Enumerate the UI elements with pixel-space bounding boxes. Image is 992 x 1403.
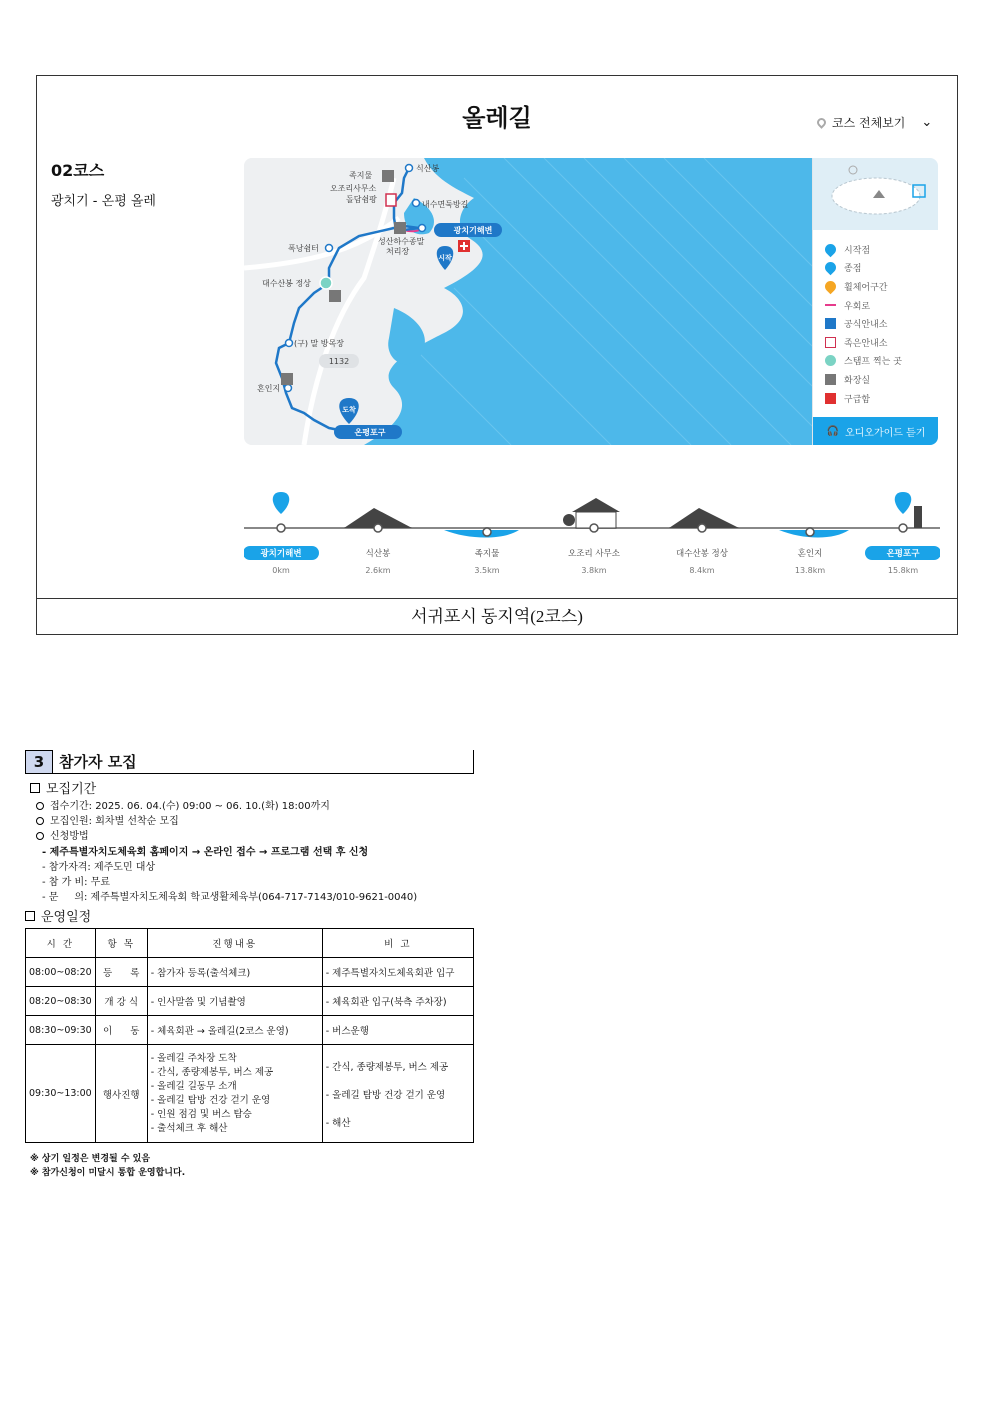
content-line: - 출석체크 후 해산 bbox=[150, 1122, 228, 1134]
profile-point-name: 대수산봉 정상 bbox=[676, 549, 728, 559]
detail-line: - 문 의: 제주특별자치도체육회 학교생활체육부(064-717-7143/010-9621-0040) bbox=[42, 892, 418, 903]
legend-label: 구급함 bbox=[844, 394, 871, 405]
view-all-label: 코스 전체보기 bbox=[832, 116, 906, 130]
legend-item bbox=[825, 277, 902, 296]
cell-time: 08:30~09:30 bbox=[26, 1016, 96, 1045]
map-label-onpyeong: 온평포구 bbox=[354, 428, 386, 437]
profile-point-marker bbox=[806, 528, 814, 536]
legend-item bbox=[825, 314, 902, 333]
bypass-line-icon bbox=[825, 304, 836, 306]
profile-point-km: 3.5km bbox=[474, 566, 500, 575]
content-line: - 인사말씀 및 기념촬영 bbox=[150, 997, 246, 1008]
cell-content bbox=[147, 1045, 322, 1143]
recruit-item: 모집인원: 회차별 선착순 모집 bbox=[36, 812, 179, 827]
recruit-item: 신청방법 bbox=[36, 827, 89, 842]
legend-label: 휠체어구간 bbox=[844, 282, 888, 293]
detour-pin-icon bbox=[823, 279, 839, 295]
map-label-old-ranch: (구) 말 방목장 bbox=[294, 339, 344, 348]
map-label-seongsan-2: 처리장 bbox=[386, 247, 410, 256]
start-tag: 시작 bbox=[438, 254, 452, 262]
profile-point-name: 식산봉 bbox=[365, 549, 391, 559]
content-line: - 올레길 탐방 건강 걷기 운영 bbox=[150, 1094, 271, 1106]
cell-item: 개 강 식 bbox=[95, 987, 147, 1016]
profile-point-km: 13.8km bbox=[794, 566, 826, 575]
end-pin-icon bbox=[823, 260, 839, 276]
view-all-course-dropdown[interactable] bbox=[817, 114, 932, 131]
map-label-daesusan: 대수산봉 정상 bbox=[262, 279, 311, 288]
profile-point-name: 혼인지 bbox=[797, 549, 823, 559]
cell-note bbox=[322, 987, 473, 1016]
col-content: 진행내용 bbox=[147, 929, 322, 958]
profile-point-km: 3.8km bbox=[581, 566, 607, 575]
headphones-icon: 🎧 bbox=[826, 425, 839, 437]
profile-point-name: 족지물 bbox=[474, 549, 500, 559]
profile-point-marker bbox=[590, 524, 598, 532]
small-info-icon bbox=[825, 337, 836, 348]
table-row bbox=[26, 958, 474, 987]
cell-time: 08:00~08:20 bbox=[26, 958, 96, 987]
circle-bullet-icon bbox=[36, 802, 44, 810]
legend-item bbox=[825, 296, 902, 315]
legend-label: 스탬프 찍는 곳 bbox=[844, 357, 902, 368]
legend-label: 우회로 bbox=[844, 301, 871, 312]
course-profile bbox=[244, 488, 940, 588]
map-label-doldam: 돌담쉼팡 bbox=[346, 195, 377, 204]
detail-line: - 참 가 비: 무료 bbox=[42, 877, 110, 888]
note-line: ※ 상기 일정은 변경될 수 있음 bbox=[30, 1154, 151, 1164]
content-line: - 올레길 주차장 도착 bbox=[150, 1052, 237, 1064]
cell-time: 08:20~08:30 bbox=[26, 987, 96, 1016]
profile-point-name: 오조리 사무소 bbox=[568, 549, 620, 559]
recruit-heading: 모집기간 bbox=[30, 778, 96, 797]
profile-point-marker bbox=[374, 524, 382, 532]
legend-item bbox=[825, 370, 902, 389]
cell-item: 행사진행 bbox=[95, 1045, 147, 1143]
toilet-icon bbox=[825, 374, 836, 385]
legend-label: 공식안내소 bbox=[844, 320, 888, 331]
profile-point-km: 15.8km bbox=[887, 566, 919, 575]
chevron-down-icon: ⌄ bbox=[921, 115, 933, 130]
audio-guide-button[interactable] bbox=[813, 417, 938, 445]
checkbox-icon bbox=[30, 783, 40, 793]
legend-label: 화장실 bbox=[844, 375, 871, 386]
cell-content bbox=[147, 1016, 322, 1045]
recruit-item: 접수기간: 2025. 06. 04.(수) 09:00 ~ 06. 10.(화) 18:00까지 bbox=[36, 797, 330, 812]
table-row bbox=[26, 1016, 474, 1045]
table-row bbox=[26, 987, 474, 1016]
course-number: 02코스 bbox=[51, 161, 105, 180]
circle-bullet-icon bbox=[36, 832, 44, 840]
course-name: 광치기 - 온평 올레 bbox=[51, 194, 156, 209]
cell-content bbox=[147, 987, 322, 1016]
profile-point-name: 온평포구 bbox=[886, 549, 920, 559]
col-time: 시 간 bbox=[26, 929, 96, 958]
legend-label: 종점 bbox=[844, 264, 862, 275]
map-label-jokjimul: 족지물 bbox=[349, 171, 373, 180]
map-legend bbox=[812, 158, 938, 445]
legend-label: 족은안내소 bbox=[844, 338, 888, 349]
first-aid-icon bbox=[825, 393, 836, 404]
method-line: - 제주특별자치도체육회 홈페이지 → 온라인 접수 → 프로그램 선택 후 신청 bbox=[42, 847, 369, 858]
note-line: - 제주특별자치도체육회관 입구 bbox=[325, 968, 455, 979]
map-label-ojori: 오조리사무소 bbox=[330, 184, 377, 193]
detail-line: - 참가자격: 제주도민 대상 bbox=[42, 862, 156, 873]
legend-item bbox=[825, 352, 902, 371]
content-line: - 체육회관 → 올레길(2코스 운영) bbox=[150, 1026, 289, 1037]
note-line: - 버스운행 bbox=[325, 1026, 369, 1037]
legend-item bbox=[825, 333, 902, 352]
map-label-road: 1132 bbox=[328, 357, 350, 366]
legend-item bbox=[825, 240, 902, 259]
profile-point-marker bbox=[483, 528, 491, 536]
map-label-seongsan-1: 성산하수종말 bbox=[378, 237, 425, 246]
profile-point-marker bbox=[698, 524, 706, 532]
cell-content bbox=[147, 958, 322, 987]
map-label-siksanbong: 식산봉 bbox=[416, 164, 440, 173]
map-caption: 서귀포시 동지역(2코스) bbox=[37, 598, 957, 635]
content-line: - 간식, 종량제봉투, 버스 제공 bbox=[150, 1066, 274, 1078]
checkbox-icon bbox=[25, 911, 35, 921]
profile-point-km: 8.4km bbox=[689, 566, 715, 575]
start-pin-icon bbox=[823, 242, 839, 258]
cell-note bbox=[322, 958, 473, 987]
cell-note bbox=[322, 1016, 473, 1045]
note-line: - 간식, 종량제봉투, 버스 제공 bbox=[325, 1061, 449, 1073]
location-pin-icon bbox=[815, 116, 828, 129]
legend-item bbox=[825, 389, 902, 408]
info-icon bbox=[825, 318, 836, 329]
stamp-icon bbox=[825, 355, 836, 366]
map-label-poknang: 폭낭쉼터 bbox=[288, 244, 319, 253]
content-line: - 올레길 길동무 소개 bbox=[150, 1080, 237, 1092]
end-tag: 도착 bbox=[342, 406, 356, 414]
profile-point-marker bbox=[277, 524, 285, 532]
table-header-row bbox=[26, 929, 474, 958]
section-title: 참가자 모집 bbox=[59, 753, 137, 771]
map-label-naesu: 내수면둑방길 bbox=[422, 200, 469, 209]
note-line: - 올레길 탐방 건강 걷기 운영 bbox=[325, 1089, 446, 1101]
col-note: 비 고 bbox=[322, 929, 473, 958]
cell-note bbox=[322, 1045, 473, 1143]
note-line: - 체육회관 입구(북측 주차장) bbox=[325, 997, 447, 1008]
cell-item: 등 록 bbox=[95, 958, 147, 987]
circle-bullet-icon bbox=[36, 817, 44, 825]
col-item: 항 목 bbox=[95, 929, 147, 958]
profile-point-km: 2.6km bbox=[365, 566, 391, 575]
map-canvas bbox=[244, 158, 812, 445]
page-title: 올레길 bbox=[462, 104, 532, 132]
cell-item: 이 동 bbox=[95, 1016, 147, 1045]
schedule-heading: 운영일정 bbox=[25, 906, 91, 925]
audio-guide-label: 오디오가이드 듣기 bbox=[844, 427, 926, 439]
jeju-mini-map bbox=[813, 158, 938, 230]
note-line: ※ 참가신청이 미달시 통합 운영합니다. bbox=[30, 1168, 186, 1178]
course-map[interactable] bbox=[244, 158, 938, 445]
section-number: 3 bbox=[25, 750, 53, 774]
cell-time: 09:30~13:00 bbox=[26, 1045, 96, 1143]
content-line: - 참가자 등록(출석체크) bbox=[150, 968, 251, 979]
legend-label: 시작점 bbox=[844, 245, 871, 256]
profile-point-name: 광치기해변 bbox=[260, 549, 302, 559]
map-label-honinji: 혼인지 bbox=[257, 384, 281, 393]
map-section bbox=[36, 75, 958, 635]
profile-point-marker bbox=[899, 524, 907, 532]
note-line: - 해산 bbox=[325, 1117, 351, 1129]
table-row bbox=[26, 1045, 474, 1143]
map-label-gwangchigi: 광치기해변 bbox=[453, 226, 493, 235]
section-3-header bbox=[25, 750, 474, 774]
schedule-table bbox=[25, 928, 474, 1143]
content-line: - 인원 점검 및 버스 탐승 bbox=[150, 1108, 252, 1120]
legend-item bbox=[825, 259, 902, 278]
profile-point-km: 0km bbox=[272, 566, 290, 575]
